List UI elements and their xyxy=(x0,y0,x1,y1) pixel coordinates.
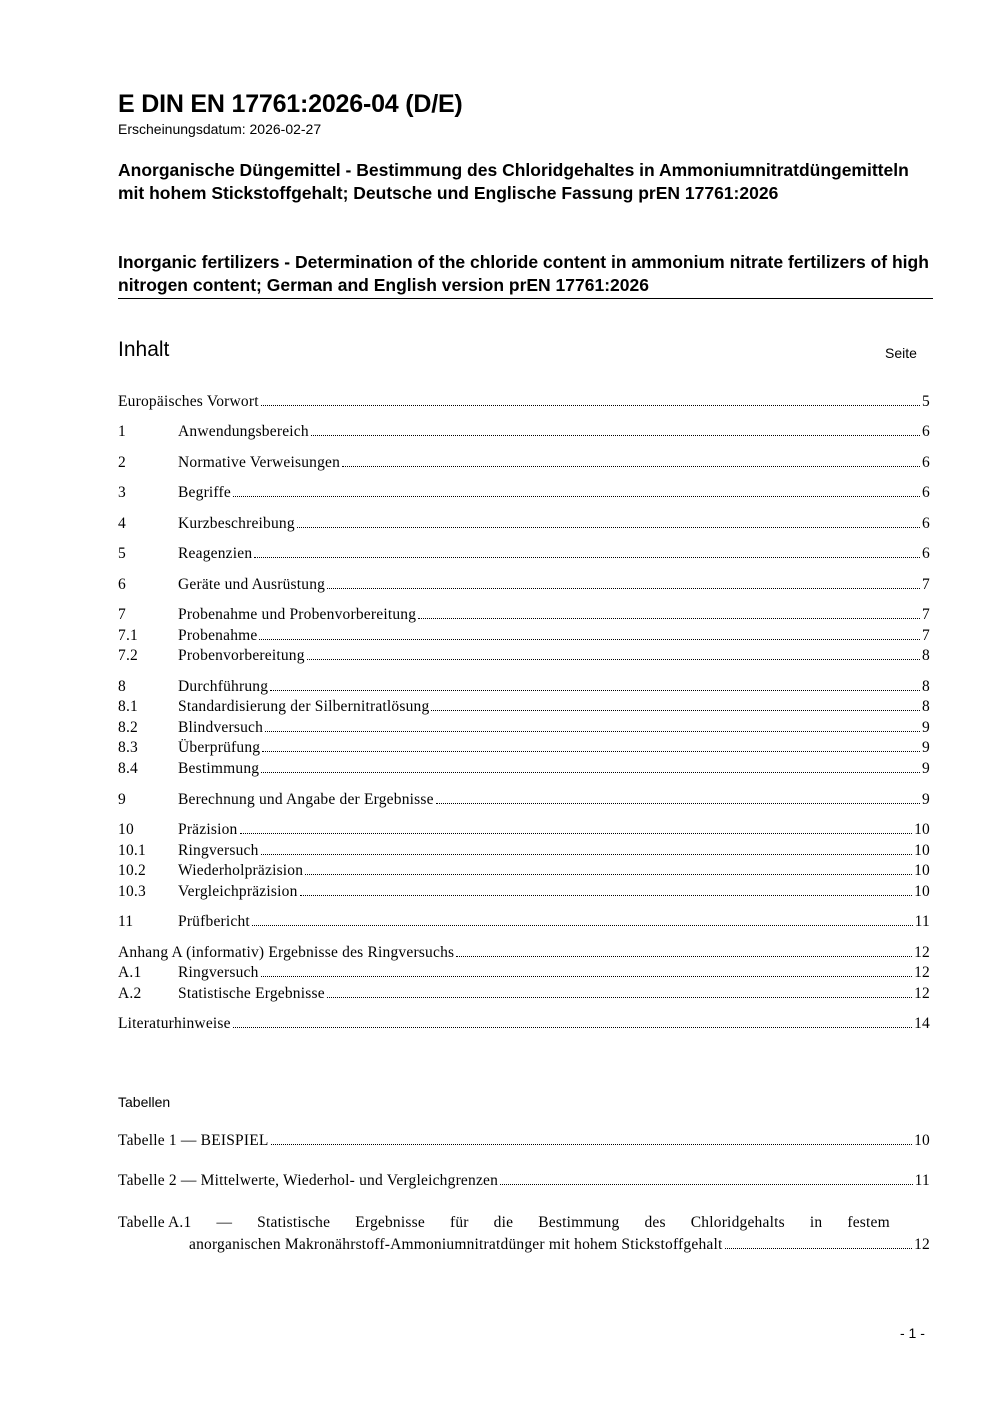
leader-dots xyxy=(233,496,920,497)
toc-page-number: 10 xyxy=(914,862,930,879)
leader-dots xyxy=(261,854,913,855)
toc-entry-number: 1 xyxy=(118,423,126,440)
toc-entry-label: Berechnung und Angabe der Ergebnisse xyxy=(178,791,434,808)
toc-page-number: 7 xyxy=(922,576,930,593)
toc-page-number: 12 xyxy=(914,964,930,981)
toc-entry-label: Probenahme xyxy=(178,627,258,644)
caption-word: — xyxy=(216,1214,233,1231)
toc-page-number: 6 xyxy=(922,454,930,471)
toc-entry[interactable] xyxy=(118,515,930,537)
toc-entry-number: 10.1 xyxy=(118,842,146,859)
toc-entry-label: Anhang A (informativ) Ergebnisse des Ringversuchs xyxy=(118,944,455,961)
toc-page-number: 6 xyxy=(922,423,930,440)
toc-page-number: 12 xyxy=(914,1236,930,1253)
toc-entry-label: Begriffe xyxy=(178,484,231,501)
toc-entry[interactable] xyxy=(118,821,930,843)
leader-dots xyxy=(342,466,920,467)
toc-entry[interactable] xyxy=(118,423,930,445)
toc-entry-number: 8.3 xyxy=(118,739,138,756)
leader-dots xyxy=(418,618,920,619)
toc-entry-label: Durchführung xyxy=(178,678,269,695)
toc-entry-label: Bestimmung xyxy=(178,760,260,777)
toc-entry[interactable] xyxy=(118,393,930,415)
caption-word: des xyxy=(644,1214,666,1231)
leader-dots xyxy=(307,659,920,660)
toc-entry-number: 11 xyxy=(118,913,134,930)
toc-page-number: 9 xyxy=(922,760,930,777)
toc-entry-number: 5 xyxy=(118,545,126,562)
toc-page-number: 10 xyxy=(914,1132,930,1149)
toc-page-number: 9 xyxy=(922,719,930,736)
toc-entry[interactable] xyxy=(118,791,930,813)
title-english: Inorganic fertilizers - Determination of the chloride content in ammonium nitrate fertilizers of high nitrogen content; German and English version prEN 17761:2026 xyxy=(118,251,933,299)
toc-page-number: 9 xyxy=(922,791,930,808)
toc-page-number: 9 xyxy=(922,739,930,756)
toc-entry-number: 7 xyxy=(118,606,126,623)
toc-page-number: 10 xyxy=(914,883,930,900)
table-a1-caption-line2 xyxy=(118,1236,930,1258)
toc-page-number: 12 xyxy=(914,985,930,1002)
toc-entry-label: Kurzbeschreibung xyxy=(178,515,295,532)
toc-page-number: 7 xyxy=(922,606,930,623)
toc-entry-label: Europäisches Vorwort xyxy=(118,393,259,410)
leader-dots xyxy=(261,976,913,977)
toc-entry-number: 4 xyxy=(118,515,126,532)
toc-page-number: 6 xyxy=(922,545,930,562)
toc-page-number: 8 xyxy=(922,698,930,715)
toc-entry-number: 9 xyxy=(118,791,126,808)
toc-entry-label: Probenahme und Probenvorbereitung xyxy=(178,606,417,623)
toc-entry[interactable] xyxy=(118,545,930,567)
leader-dots xyxy=(240,833,913,834)
leader-dots xyxy=(261,772,920,773)
toc-entry[interactable] xyxy=(118,698,930,720)
leader-dots xyxy=(261,405,920,406)
toc-page-number: 12 xyxy=(914,944,930,961)
toc-entry-label: Anwendungsbereich xyxy=(178,423,309,440)
toc-entry-number: 8 xyxy=(118,678,126,695)
title-german: Anorganische Düngemittel - Bestimmung des Chloridgehaltes in Ammoniumnitratdüngemitteln mit hohem Stickstoffgehalt; Deutsche und Englische Fassung prEN 17761:2026 xyxy=(118,160,909,203)
toc-entry[interactable] xyxy=(118,454,930,476)
page-footer-number: - 1 - xyxy=(900,1325,925,1341)
toc-page-number: 10 xyxy=(914,842,930,859)
table-entry-label: Tabelle 2 — Mittelwerte, Wiederhol- und Vergleichgrenzen xyxy=(118,1172,499,1189)
toc-page-number: 8 xyxy=(922,678,930,695)
toc-entry-number: 10.2 xyxy=(118,862,146,879)
toc-page-number: 6 xyxy=(922,484,930,501)
toc-entry[interactable] xyxy=(118,739,930,761)
toc-entry-number: 2 xyxy=(118,454,126,471)
caption-word: Tabelle A.1 xyxy=(118,1214,192,1231)
toc-entry[interactable] xyxy=(118,576,930,598)
toc-entry-number: 10.3 xyxy=(118,883,146,900)
toc-table-a1[interactable] xyxy=(118,1214,930,1258)
caption-word: Bestimmung xyxy=(538,1214,620,1231)
toc-page-number: 10 xyxy=(914,821,930,838)
toc-entry-number: 8.4 xyxy=(118,760,138,777)
document-title: E DIN EN 17761:2026-04 (D/E) xyxy=(118,90,463,118)
table-a1-caption-line1 xyxy=(118,1214,890,1236)
toc-entry-number: 8.1 xyxy=(118,698,138,715)
toc-entry-number: 3 xyxy=(118,484,126,501)
leader-dots xyxy=(327,588,920,589)
toc-entry[interactable] xyxy=(118,913,930,935)
toc-entry[interactable] xyxy=(118,760,930,782)
caption-word: für xyxy=(449,1214,469,1231)
toc-entry[interactable] xyxy=(118,678,930,700)
toc-entry-label: Prüfbericht xyxy=(178,913,250,930)
toc-entry-number: A.1 xyxy=(118,964,142,981)
leader-dots xyxy=(725,1248,913,1249)
leader-dots xyxy=(456,956,912,957)
leader-dots xyxy=(254,557,920,558)
caption-word: Ergebnisse xyxy=(355,1214,425,1231)
leader-dots xyxy=(270,690,920,691)
toc-page-number: 7 xyxy=(922,627,930,644)
toc-page-number: 8 xyxy=(922,647,930,664)
toc-table-entry[interactable] xyxy=(118,1172,930,1194)
toc-page-label: Seite xyxy=(885,345,917,361)
caption-word: Statistische xyxy=(257,1214,331,1231)
toc-entry[interactable] xyxy=(118,944,930,966)
caption-word: in xyxy=(809,1214,823,1231)
leader-dots xyxy=(262,751,920,752)
toc-entry-label: Blindversuch xyxy=(178,719,264,736)
toc-entry-label: Probenvorbereitung xyxy=(178,647,305,664)
toc-entry[interactable] xyxy=(118,719,930,741)
toc-table-entry[interactable] xyxy=(118,1132,930,1154)
toc-entry-label: Präzision xyxy=(178,821,238,838)
toc-entry[interactable] xyxy=(118,862,930,884)
toc-entry-label: Ringversuch xyxy=(178,964,259,981)
toc-entry-label: Wiederholpräzision xyxy=(178,862,304,879)
toc-entry-number: 7.2 xyxy=(118,647,138,664)
toc-heading: Inhalt xyxy=(118,338,170,361)
leader-dots xyxy=(259,639,920,640)
toc-entry[interactable] xyxy=(118,627,930,649)
toc-entry-number: 6 xyxy=(118,576,126,593)
toc-entry-label: Statistische Ergebnisse xyxy=(178,985,325,1002)
toc-entry[interactable] xyxy=(118,1015,930,1037)
table-entry-label: Tabelle 1 — BEISPIEL xyxy=(118,1132,269,1149)
toc-entry-label: Überprüfung xyxy=(178,739,261,756)
toc-page-number: 11 xyxy=(914,913,930,930)
tables-heading: Tabellen xyxy=(118,1094,171,1110)
leader-dots xyxy=(431,710,920,711)
leader-dots xyxy=(233,1027,912,1028)
toc-entry-label: Reagenzien xyxy=(178,545,253,562)
leader-dots xyxy=(271,1144,913,1145)
toc-entry-label: Vergleichpräzision xyxy=(178,883,298,900)
toc-entry[interactable] xyxy=(118,842,930,864)
leader-dots xyxy=(297,527,920,528)
toc-entry-number: 7.1 xyxy=(118,627,138,644)
toc-page-number: 5 xyxy=(922,393,930,410)
table-a1-caption-continuation: anorganischen Makronährstoff-Ammoniumnitratdünger mit hohem Stickstoffgehalt xyxy=(189,1236,723,1253)
toc-entry-label: Geräte und Ausrüstung xyxy=(178,576,326,593)
leader-dots xyxy=(300,895,913,896)
toc-entry[interactable] xyxy=(118,883,930,905)
toc-page-number: 11 xyxy=(914,1172,930,1189)
caption-word: festem xyxy=(847,1214,890,1231)
toc-entry-number: 10 xyxy=(118,821,134,838)
leader-dots xyxy=(436,803,920,804)
toc-entry[interactable] xyxy=(118,964,930,986)
toc-entry-label: Standardisierung der Silbernitratlösung xyxy=(178,698,430,715)
leader-dots xyxy=(327,997,912,998)
toc-entry[interactable] xyxy=(118,647,930,669)
leader-dots xyxy=(311,435,920,436)
toc-entry[interactable] xyxy=(118,484,930,506)
toc-entry-number: A.2 xyxy=(118,985,142,1002)
toc-page-number: 14 xyxy=(914,1015,930,1032)
toc-page-number: 6 xyxy=(922,515,930,532)
leader-dots xyxy=(265,731,920,732)
toc-entry[interactable] xyxy=(118,985,930,1007)
toc-entry-label: Ringversuch xyxy=(178,842,259,859)
leader-dots xyxy=(500,1184,913,1185)
toc-entry-label: Normative Verweisungen xyxy=(178,454,341,471)
publication-date: Erscheinungsdatum: 2026-02-27 xyxy=(118,121,322,137)
toc-entry-number: 8.2 xyxy=(118,719,138,736)
leader-dots xyxy=(252,925,913,926)
caption-word: Chloridgehalts xyxy=(690,1214,785,1231)
toc-entry[interactable] xyxy=(118,606,930,628)
caption-word: die xyxy=(493,1214,514,1231)
leader-dots xyxy=(305,874,912,875)
toc-entry-label: Literaturhinweise xyxy=(118,1015,231,1032)
